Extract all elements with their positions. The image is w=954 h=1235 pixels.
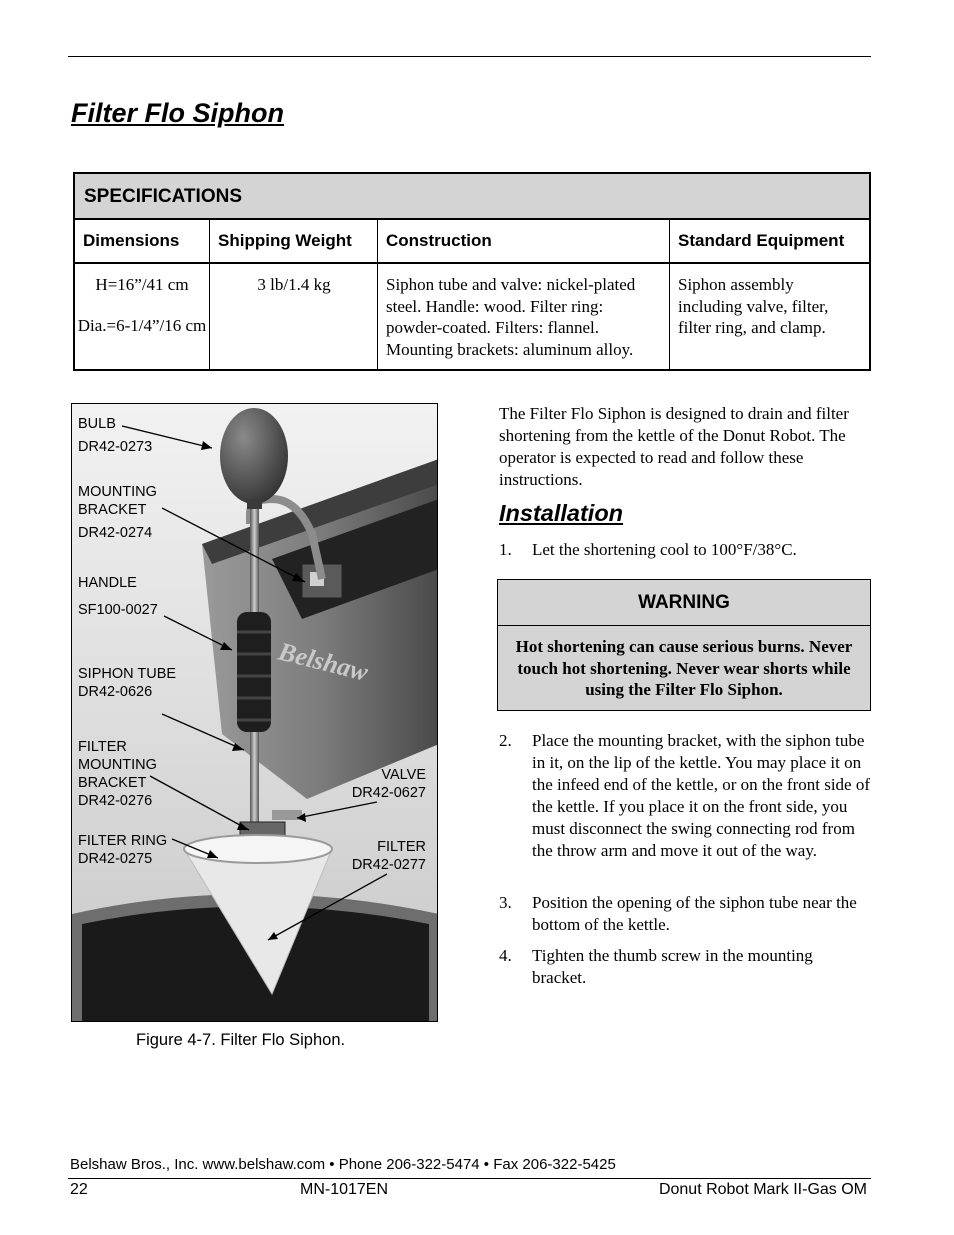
step-text: Position the opening of the siphon tube near the bottom of the kettle. [532,893,857,934]
specifications-header: SPECIFICATIONS [75,174,869,220]
callout-filter-ring-part: DR42-0275 [78,851,153,867]
dimensions-height: H=16”/41 cm [95,275,189,294]
page-number: 22 [70,1181,88,1198]
callout-valve-part: DR42-0627 [351,785,426,801]
installation-step [499,945,871,989]
callout-filter-mounting-bracket-label-1: FILTER [78,739,127,755]
column-header-dimensions: Dimensions [75,220,210,262]
callout-mounting-bracket-part: DR42-0274 [78,525,153,541]
column-header-standard-equipment: Standard Equipment [678,231,845,250]
callout-filter [352,838,426,874]
callout-filter-mounting-bracket [78,738,157,810]
callout-bulb-part: DR42-0273 [78,439,153,455]
callout-bulb [78,415,152,456]
callout-valve-label: VALVE [381,767,426,783]
callout-siphon-tube-part: DR42-0626 [78,684,153,700]
installation-heading: Installation [499,500,624,526]
step-number: 1. [499,540,512,559]
callout-valve [352,766,426,802]
siphon-photo-figure [71,403,438,1022]
callout-siphon-tube-label: SIPHON TUBE [78,666,177,682]
standard-equipment-cell: Siphon assembly including valve, filter, filter ring, and clamp. [678,275,829,337]
specifications-values-row [75,264,869,369]
header-rule [68,56,871,57]
column-header-construction: Construction [378,220,670,262]
step-text: Place the mounting bracket, with the siphon tube in it, on the lip of the kettle. You may place it on the infeed end of the kettle, or on the front side of the kettle. If you place it on the front side, you must disconnect the swing connecting rod from the throw arm and move it out of the way. [532,731,870,860]
column-header-shipping-weight: Shipping Weight [210,220,378,262]
callout-filter-mounting-bracket-label-3: BRACKET [78,775,147,791]
callout-filter-ring [78,832,167,868]
document-code: MN-1017EN [300,1181,389,1198]
callout-siphon-tube [78,665,176,701]
warning-text: Hot shortening can cause serious burns. Never touch hot shortening. Never wear shorts while using the Filter Flo Siphon. [515,637,853,699]
belshaw-logo: Belshaw [275,636,371,687]
callout-filter-ring-label: FILTER RING [78,833,168,849]
footer-contact: Belshaw Bros., Inc. www.belshaw.com • Phone 206-322-5474 • Fax 206-322-5425 [70,1156,616,1173]
specifications-column-headers [75,220,869,264]
construction-cell: Siphon tube and valve: nickel-plated steel. Handle: wood. Filter ring: powder-coated. Filters: flannel. Mounting brackets: aluminum alloy. [378,264,670,369]
callout-filter-mounting-bracket-part: DR42-0276 [78,793,153,809]
step-text: Tighten the thumb screw in the mounting bracket. [532,946,813,987]
specifications-table [73,172,871,371]
dimensions-cell [75,264,210,369]
callout-bulb-label: BULB [78,416,116,432]
step-number: 3. [499,893,512,912]
dimensions-diameter: Dia.=6-1/4”/16 cm [77,315,207,335]
figure-caption: Figure 4-7. Filter Flo Siphon. [136,1031,346,1049]
page-title: Filter Flo Siphon [71,98,284,128]
callout-mounting-bracket [78,483,157,542]
callout-mounting-bracket-label-2: BRACKET [78,502,147,518]
warning-box [497,579,871,711]
callout-handle-part: SF100-0027 [78,602,158,618]
installation-step [499,892,871,936]
document-name: Donut Robot Mark II-Gas OM [658,1181,867,1198]
callout-mounting-bracket-label-1: MOUNTING [78,484,157,500]
shipping-weight-cell: 3 lb/1.4 kg [210,264,378,369]
callout-handle [78,574,158,619]
step-number: 2. [499,731,512,750]
warning-title: WARNING [498,580,870,626]
installation-step [499,730,871,862]
callout-handle-label: HANDLE [78,575,137,591]
callout-filter-mounting-bracket-label-2: MOUNTING [78,757,157,773]
footer-rule [68,1178,871,1179]
installation-step [499,539,871,561]
callout-filter-part: DR42-0277 [351,857,426,873]
intro-paragraph: The Filter Flo Siphon is designed to drain and filter shortening from the kettle of the Donut Robot. The operator is expected to read and follow these instructions. [499,404,849,489]
callout-filter-label: FILTER [377,839,426,855]
step-text: Let the shortening cool to 100°F/38°C. [532,540,797,559]
step-number: 4. [499,946,512,965]
